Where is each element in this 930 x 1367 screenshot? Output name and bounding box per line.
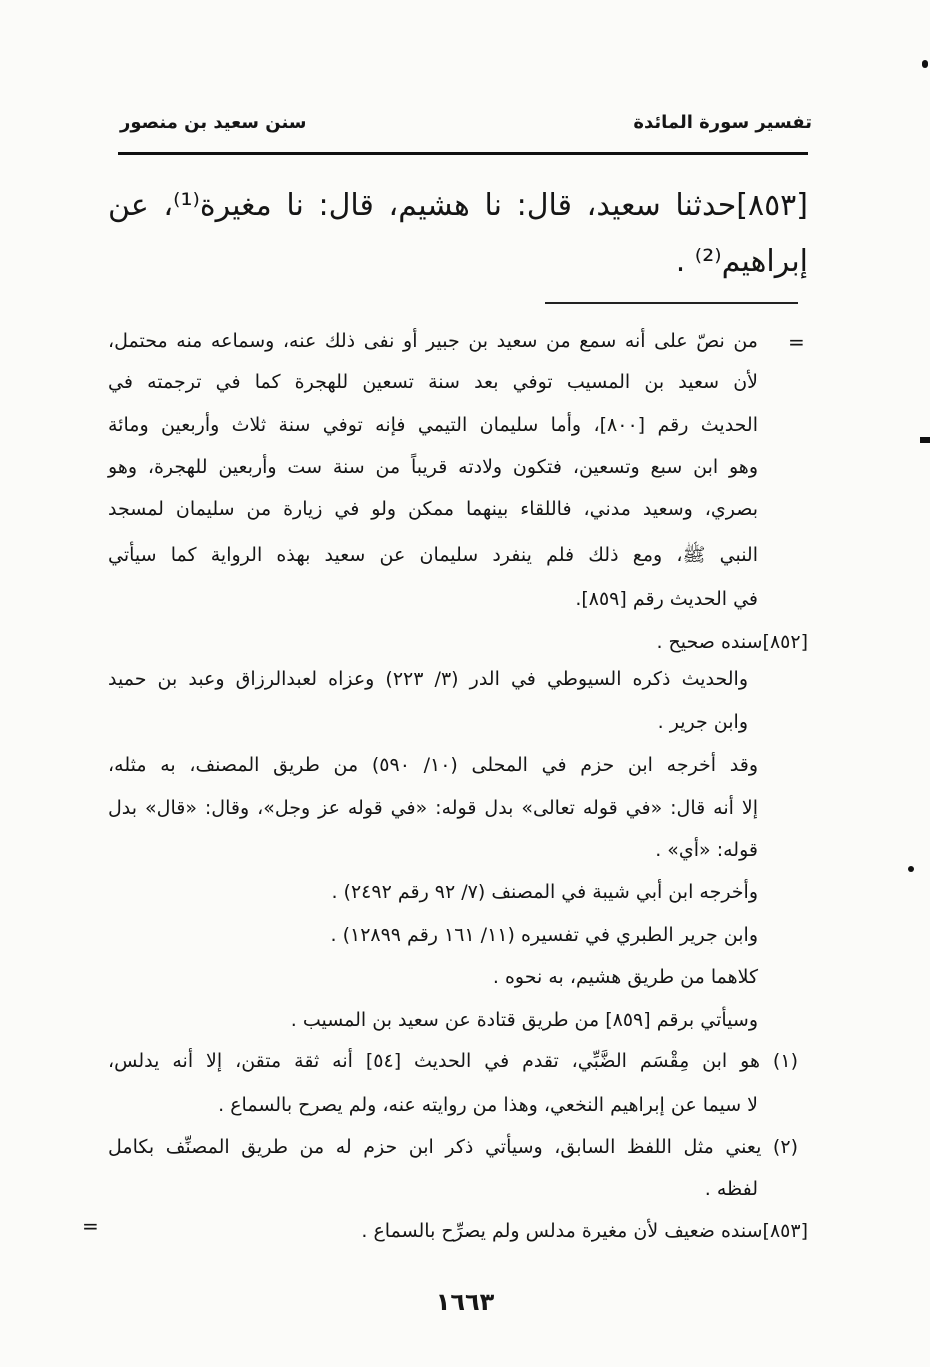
note-line: وأخرجه ابن أبي شيبة في المصنف (٧/ ٩٢ رقم ٢٤٩٢) .	[331, 881, 758, 903]
note-line: بصري، وسعيد مدني، فاللقاء بينهما ممكن ولو في زيارة من سليمان لمسجد	[108, 498, 758, 520]
continuation-mark: =	[788, 330, 805, 354]
note-line: [٨٥٣]سنده ضعيف لأن مغيرة مدلس ولم يصرِّح بالسماع .	[361, 1220, 808, 1242]
continuation-mark-bottom: =	[82, 1214, 99, 1238]
note-line: من نصّ على أنه سمع من سعيد بن جبير أو نفى ذلك عنه، وسماعه منه محتمل،	[108, 330, 758, 352]
footnote-2: (٢) يعني مثل اللفظ السابق، وسيأتي ذكر ابن حزم له من طريق المصنِّف بكامل	[108, 1136, 798, 1158]
note-line: [٨٥٢]سنده صحيح .	[656, 631, 808, 653]
hadith-text: [٨٥٣]حدثنا سعيد، قال: نا هشيم، قال: نا مغيرة⁽¹⁾، عن إبراهيم⁽²⁾ .	[108, 188, 809, 279]
note-line: في الحديث رقم [٨٥٩].	[575, 588, 758, 610]
scan-speck	[908, 866, 914, 872]
scan-speck	[920, 437, 930, 443]
note-line: وقد أخرجه ابن حزم في المحلى (١٠/ ٥٩٠) من طريق المصنف، به مثله،	[108, 754, 758, 776]
note-line: وهو ابن سبع وتسعين، فتكون ولادته قريباً من سنة ست وأربعين للهجرة، وهو	[108, 456, 758, 478]
note-line: لأن سعيد بن المسيب توفي بعد سنة تسعين للهجرة كما في ترجمته في	[108, 371, 758, 393]
footnote-1-cont: لا سيما عن إبراهيم النخعي، وهذا من روايته عنه، ولم يصرح بالسماع .	[218, 1094, 758, 1116]
note-line: إلا أنه قال: «في قوله تعالى» بدل قوله: «في قوله عز وجل»، وقال: «قال» بدل	[108, 797, 758, 819]
note-line: والحديث ذكره السيوطي في الدر (٣/ ٢٢٣) وعزاه لعبدالرزاق وعبد بن حميد	[108, 668, 748, 690]
footnote-2-cont: لفظه .	[704, 1178, 758, 1200]
note-line: الحديث رقم [٨٠٠]، وأما سليمان التيمي فإنه توفي سنة ثلاث وأربعين ومائة	[108, 414, 758, 436]
note-line: وابن جرير الطبري في تفسيره (١١/ ١٦١ رقم ١٢٨٩٩) .	[330, 924, 758, 946]
note-line: وسيأتي برقم [٨٥٩] من طريق قتادة عن سعيد بن المسيب .	[290, 1009, 758, 1031]
page-number: ١٦٦٣	[435, 1288, 495, 1316]
header-divider	[118, 152, 808, 155]
note-line: النبي ﷺ، ومع ذلك فلم ينفرد سليمان عن سعيد بهذه الرواية كما سيأتي	[108, 544, 758, 566]
note-line: كلاهما من طريق هشيم، به نحوه .	[492, 966, 758, 988]
footnote-divider	[545, 302, 798, 304]
chapter-title: تفسير سورة المائدة	[633, 112, 812, 133]
book-title: سنن سعيد بن منصور	[120, 112, 307, 133]
note-line: وابن جرير .	[657, 711, 748, 733]
footnote-1: (١) هو ابن مِقْسَم الضَّبِّي، تقدم في الحديث [٥٤] أنه ثقة متقن، إلا أنه يدلس،	[108, 1050, 798, 1072]
note-line: قوله: «أي» .	[655, 839, 758, 861]
scan-speck	[922, 60, 928, 68]
